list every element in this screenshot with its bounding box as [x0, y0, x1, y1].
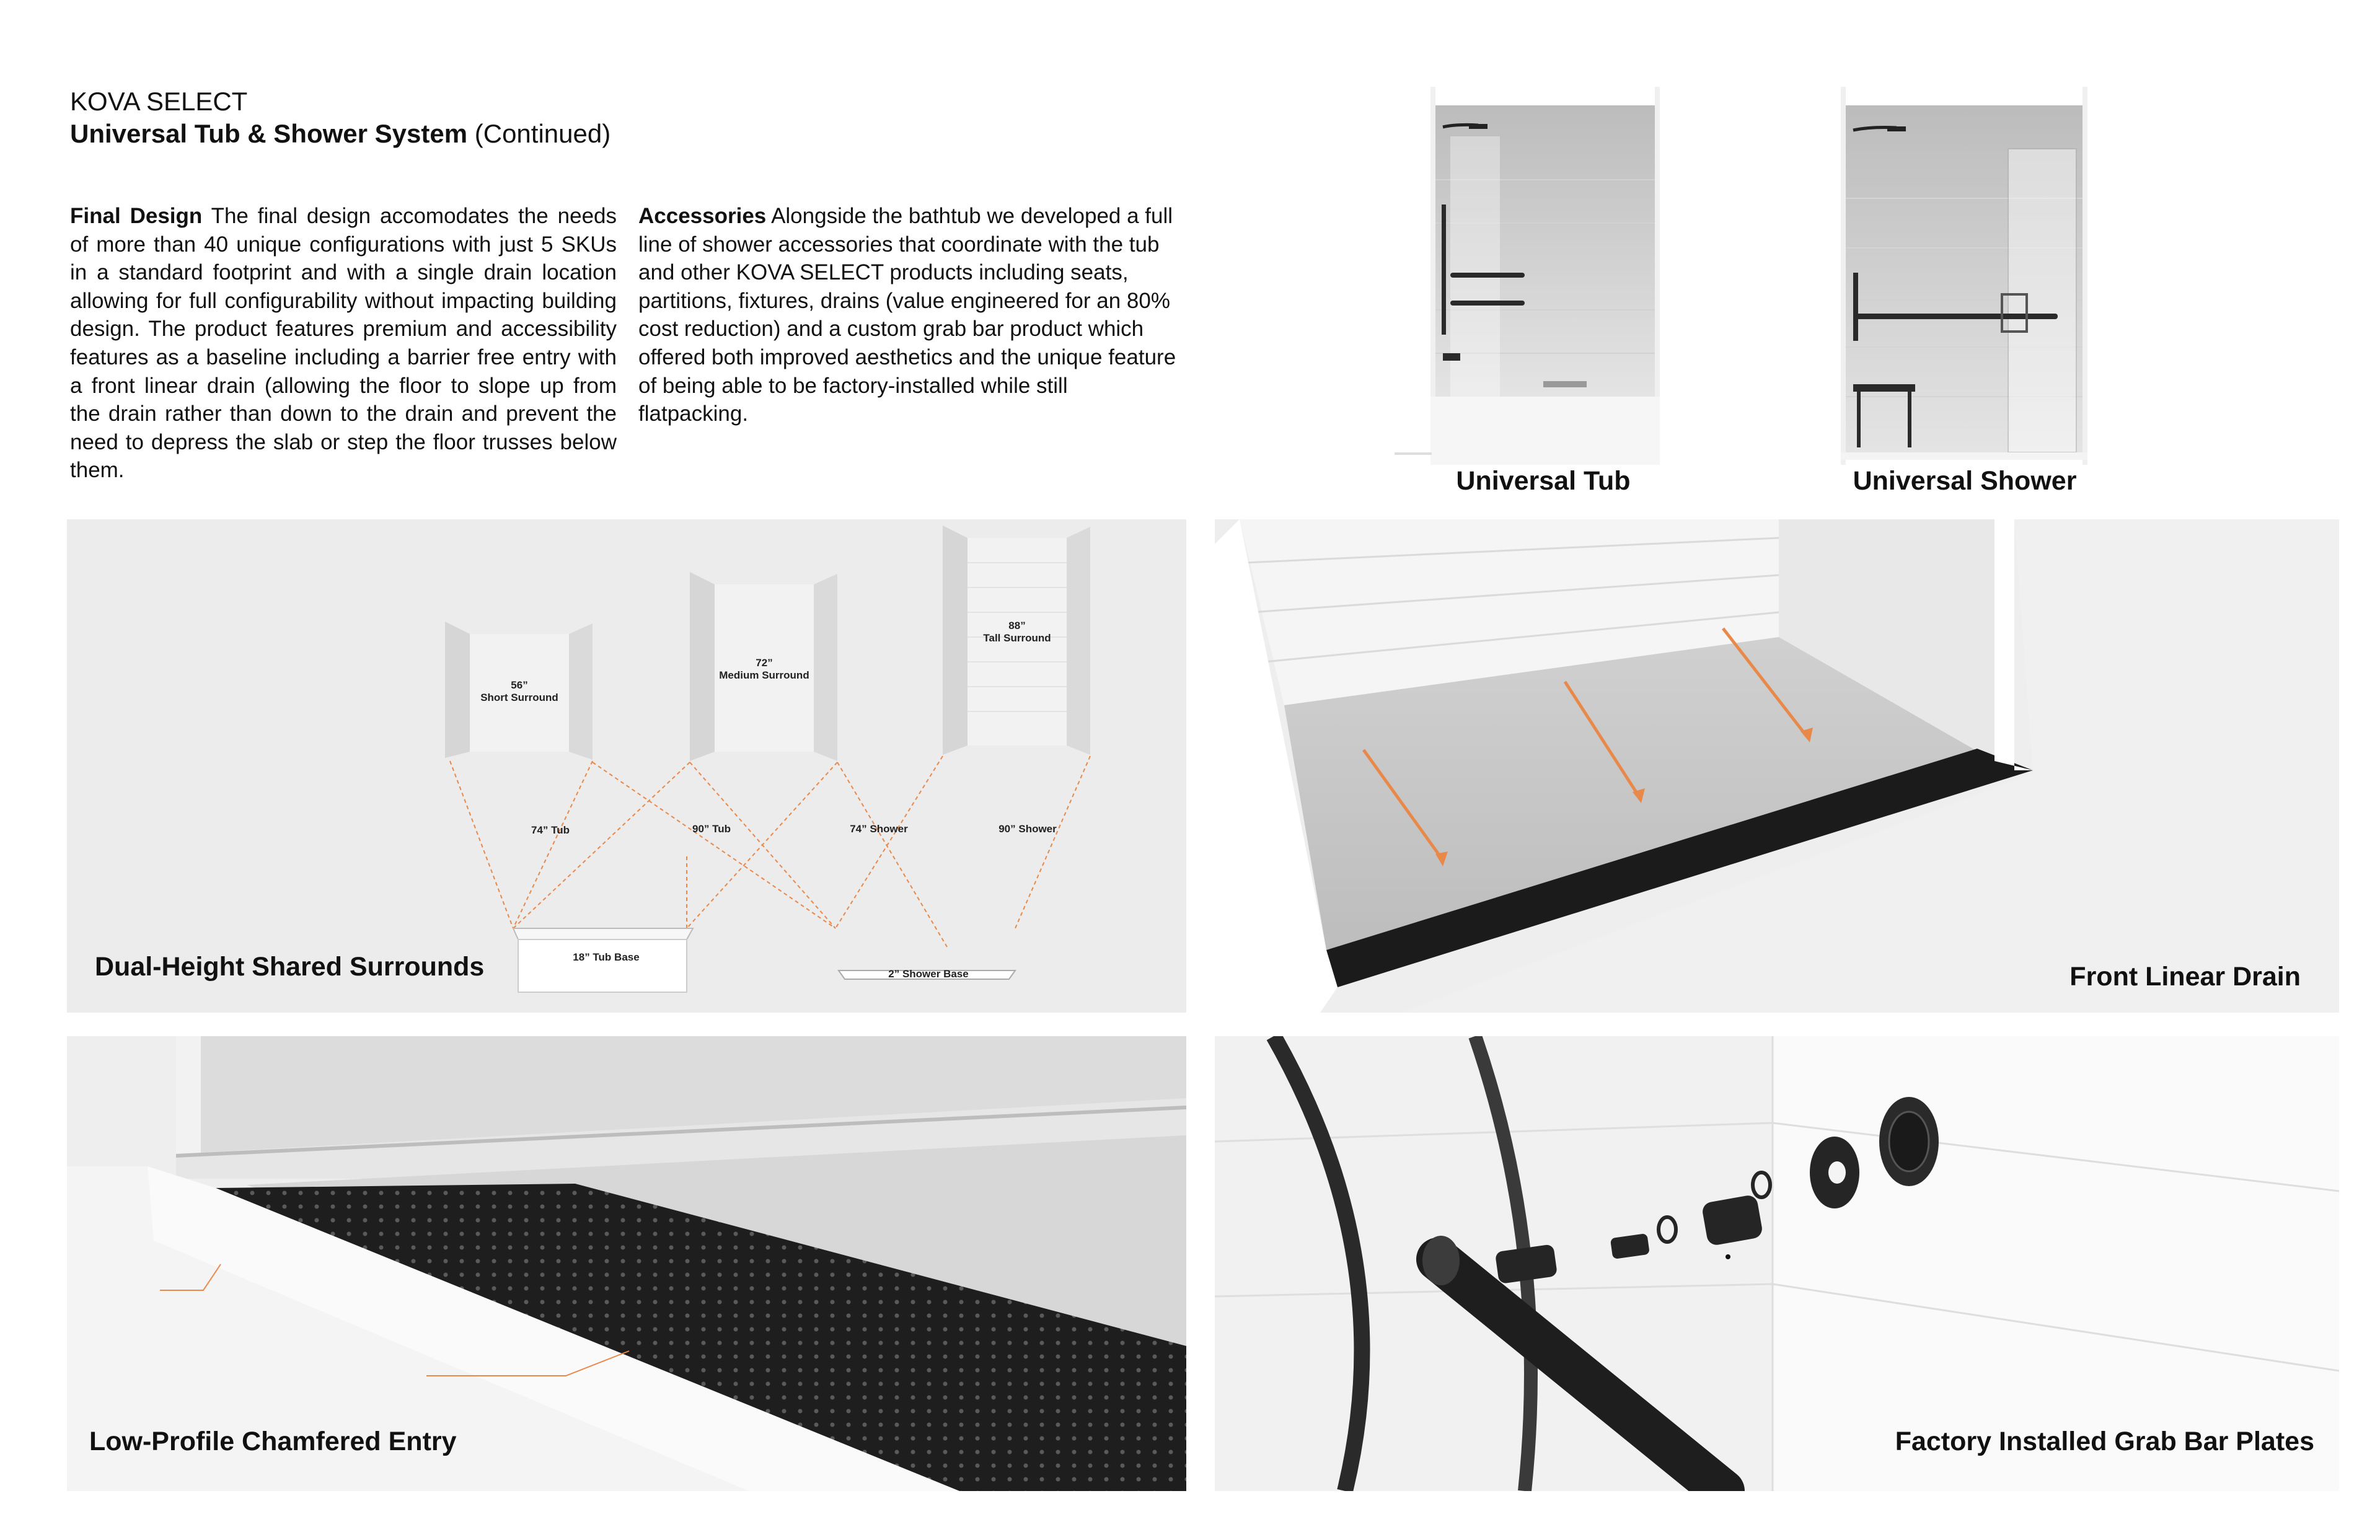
brand-name: KOVA SELECT — [70, 87, 248, 116]
tub-74-label: 74” Tub — [531, 824, 570, 836]
tub-90-label: 90” Tub — [692, 823, 731, 835]
drain-panel — [1215, 519, 2339, 1013]
title-bold: Universal Tub & Shower System — [70, 119, 468, 148]
drain-caption: Front Linear Drain — [2069, 962, 2301, 992]
medium-surround-name: Medium Surround — [719, 669, 809, 681]
grab-caption: Factory Installed Grab Bar Plates — [1895, 1427, 2314, 1456]
tall-surround-height: 88” — [1008, 620, 1026, 631]
entry-panel — [67, 1036, 1186, 1491]
universal-tub-label: Universal Tub — [1456, 466, 1631, 496]
surrounds-caption: Dual-Height Shared Surrounds — [95, 952, 485, 982]
shower-90-label: 90” Shower — [998, 823, 1057, 835]
short-surround-name: Short Surround — [480, 692, 558, 703]
grab-panel — [1215, 1036, 2339, 1491]
final-design-body: The final design accomodates the needs of more than 40 unique configurations with just 5 SKUs in a standard footprint and with a single drain location allowing for full configurability without impacting building design. The product features premium and accessibility features as a baseline including a barrier free entry with a front linear drain (allowing the floor to slope up from the drain rather than down to the drain and prevent the need to depress the slab or step the floor trusses below them. — [70, 204, 617, 483]
accessories-column — [638, 202, 1178, 428]
universal-tub-render — [1395, 87, 1692, 465]
page-title — [70, 118, 610, 150]
accessories-heading: Accessories — [638, 204, 767, 228]
universal-shower-label: Universal Shower — [1853, 466, 2077, 496]
medium-surround-height: 72” — [756, 657, 773, 669]
short-surround-height: 56” — [511, 679, 528, 691]
final-design-column — [70, 202, 617, 485]
shower-74-label: 74” Shower — [850, 823, 908, 835]
surrounds-panel — [67, 519, 1186, 1013]
universal-shower-render — [1835, 87, 2095, 465]
accessories-body: Alongside the bathtub we developed a full line of shower accessories that coordinate with the tub and other KOVA SELECT products including seats, partitions, fixtures, drains (value engineered for an 80% cost reduction) and a custom grab bar product which offered both improved aesthetics and the unique feature of being able to be factory-installed while still flatpacking. — [638, 204, 1176, 426]
final-design-heading: Final Design — [70, 204, 203, 228]
tub-base-label: 18” Tub Base — [573, 951, 640, 963]
tall-surround-name: Tall Surround — [983, 632, 1051, 644]
title-rest: (Continued) — [474, 119, 611, 148]
shower-base-label: 2” Shower Base — [888, 968, 969, 980]
entry-caption: Low-Profile Chamfered Entry — [89, 1427, 457, 1456]
